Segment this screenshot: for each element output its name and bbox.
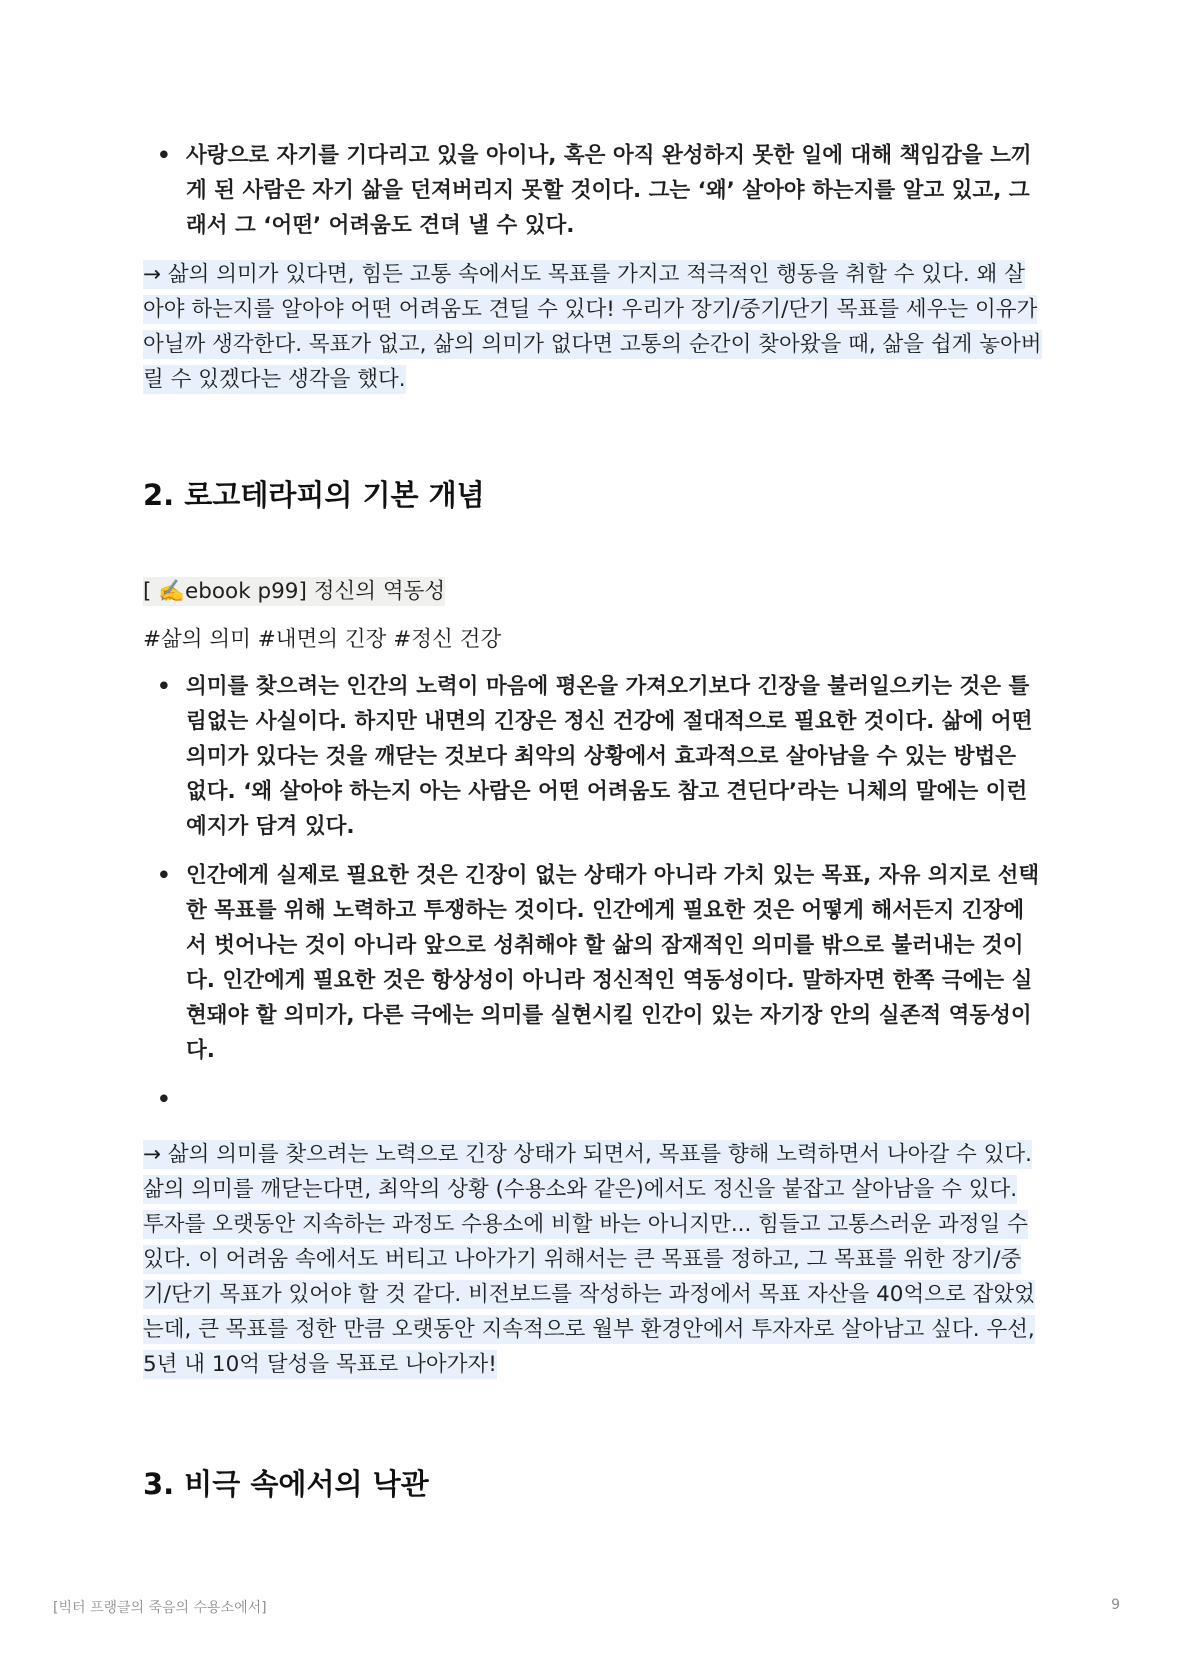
quote-bullet (143, 669, 1043, 844)
reference-tag (143, 577, 445, 606)
quote-list-section2 (143, 669, 1043, 1117)
reference-topic: 정신의 역동성 (313, 579, 446, 604)
section-heading-3: 3. 비극 속에서의 낙관 (143, 1467, 429, 1501)
reference-prefix: [ (143, 579, 159, 604)
reference-label: ebook p99 (185, 579, 299, 604)
bullet-dot: • (157, 674, 171, 699)
page-number: 9 (1111, 1597, 1120, 1613)
hashtags: #삶의 의미 #내면의 긴장 #정신 건강 (143, 627, 502, 652)
bullet-dot: • (157, 1087, 171, 1112)
footer-title: [빅터 프랭클의 죽음의 수용소에서] (53, 1600, 267, 1616)
bullet-dot: • (157, 143, 171, 168)
reflection-note (143, 257, 1043, 397)
quote-text: 인간에게 실제로 필요한 것은 긴장이 없는 상태가 아니라 가치 있는 목표, 자유 의지로 선택한 목표를 위해 노력하고 투쟁하는 것이다. 인간에게 필요한 것은 어떻게 해서든지 긴장에서 벗어나는 것이 아니라 앞으로 성취해야 할 삶의 잠재적인 의미를 밖으로 불러내는 것이다. 인간에게 필요한 것은 항상성이 아니라 정신적인 역동성이다. 말하자면 한쪽 극에는 실현돼야 할 의미가, 다른 극에는 의미를 실현시킬 인간이 있는 자기장 안의 실존적 역동성이다. (186, 863, 1040, 1063)
ebook-reference (143, 575, 1043, 609)
quote-bullet (143, 858, 1043, 1068)
quote-text: 사랑으로 자기를 기다리고 있을 아이나, 혹은 아직 완성하지 못한 일에 대해 책임감을 느끼게 된 사람은 자기 삶을 던져버리지 못할 것이다. 그는 ‘왜’ 살아야 하는지를 알고 있고, 그래서 그 ‘어떤’ 어려움도 견뎌 낼 수 있다. (186, 143, 1032, 238)
reflection-text: → 삶의 의미가 있다면, 힘든 고통 속에서도 목표를 가지고 적극적인 행동을 취할 수 있다. 왜 살아야 하는지를 알아야 어떤 어려움도 견딜 수 있다! 우리가 장기/중기/단기 목표를 세우는 이유가 아닐까 생각한다. 목표가 없고, 삶의 의미가 없다면 고통의 순간이 찾아왔을 때, 삶을 쉽게 놓아버릴 수 있겠다는 생각을 했다. (143, 262, 1042, 392)
quote-text: 의미를 찾으려는 인간의 노력이 마음에 평온을 가져오기보다 긴장을 불러일으키는 것은 틀림없는 사실이다. 하지만 내면의 긴장은 정신 건강에 절대적으로 필요한 것이다. 삶에 어떤 의미가 있다는 것을 깨닫는 것보다 최악의 상황에서 효과적으로 살아남을 수 있는 방법은 없다. ‘왜 살아야 하는지 아는 사람은 어떤 어려움도 참고 견딘다’라는 니체의 말에는 이런 예지가 담겨 있다. (186, 674, 1033, 839)
quote-bullet (143, 138, 1043, 243)
section-heading-2: 2. 로고테라피의 기본 개념 (143, 478, 485, 512)
reflection-text: → 삶의 의미를 찾으려는 노력으로 긴장 상태가 되면서, 목표를 향해 노력하면서 나아갈 수 있다. 삶의 의미를 깨닫는다면, 최악의 상황 (수용소와 같은)에서도 정신을 붙잡고 살아남을 수 있다. 투자를 오랫동안 지속하는 과정도 수용소에 비할 바는 아니지만... 힘들고 고통스러운 과정일 수 있다. 이 어려움 속에서도 버티고 나아가기 위해서는 큰 목표를 정하고, 그 목표를 위한 장기/중기/단기 목표가 있어야 할 것 같다. 비전보드를 작성하는 과정에서 목표 자산을 40억으로 잡았었는데, 큰 목표를 정한 만큼 오랫동안 지속적으로 월부 환경안에서 투자자로 살아남고 싶다. 우선, 5년 내 10억 달성을 목표로 나아가자! (143, 1142, 1035, 1377)
document-body (143, 138, 1043, 1504)
reference-suffix: ] (298, 579, 314, 604)
writing-hand-icon: ✍️ (158, 579, 186, 604)
empty-bullet (143, 1082, 1043, 1117)
reflection-note (143, 1137, 1043, 1382)
bullet-dot: • (157, 863, 171, 888)
quote-list-section1 (143, 138, 1043, 243)
